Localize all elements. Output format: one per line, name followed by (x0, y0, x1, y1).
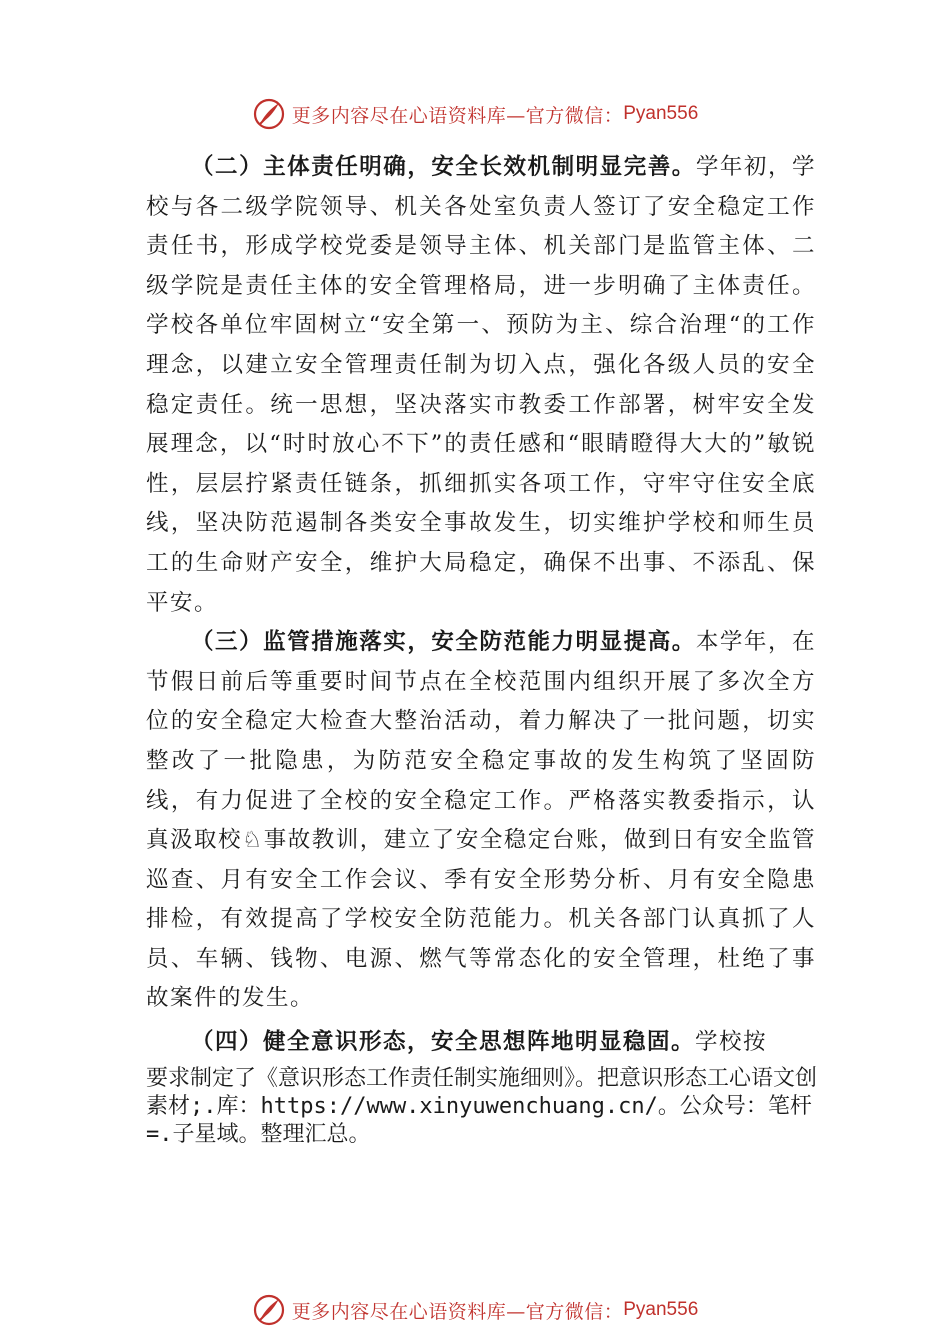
paragraph-4 (146, 1019, 816, 1065)
paragraph-text: 学校按 (695, 1029, 768, 1056)
paragraph-3 (146, 623, 816, 1019)
paragraph-heading: （三）监管措施落实，安全防范能力明显提高。 (191, 629, 696, 656)
header-banner (0, 94, 950, 134)
quill-seal-icon (252, 1293, 286, 1327)
paragraph-text: 本学年，在节假日前后等重要时间节点在全校范围内组织开展了多次全方位的安全稳定大检查大整治活动，着力解决了一批问题，切实整改了一批隐患，为防范安全稳定事故的发生构筑了坚固防线，有力促进了全校的安全稳定工作。严格落实教委指示，认真汲取校♘事故教训，建立了安全稳定台账，做到日有安全监管巡查、月有安全工作会议、季有安全形势分析、月有安全隐患排检，有效提高了学校安全防范能力。机关各部门认真抓了人员、车辆、钱物、电源、燃气等常态化的安全管理，杜绝了事故案件的发生。 (146, 629, 816, 1012)
paragraph-heading: （四）健全意识形态，安全思想阵地明显稳固。 (191, 1029, 696, 1056)
wechat-id: Pyan556 (623, 103, 699, 124)
banner-text: 更多内容尽在心语资料库—官方微信： (291, 104, 624, 127)
document-body (146, 148, 816, 1149)
paragraph-text: 学年初，学校与各二级学院领导、机关各处室负责人签订了安全稳定工作责任书，形成学校党委是领导主体、机关部门是监管主体、二级学院是责任主体的安全管理格局，进一步明确了主体责任。学校各单位牢固树立“安全第一、预防为主、综合治理“的工作理念，以建立安全管理责任制为切入点，强化各级人员的安全稳定责任。统一思想，坚决落实市教委工作部署，树牢安全发展理念，以“时时放心不下”的责任感和“眼睛瞪得大大的”敏锐性，层层拧紧责任链条，抓细抓实各项工作，守牢守住安全底线，坚决防范遏制各类安全事故发生，切实维护学校和师生员工的生命财产安全，维护大局稳定，确保不出事、不添乱、保平安。 (146, 154, 816, 616)
paragraph-2 (146, 148, 816, 623)
banner-text: 更多内容尽在心语资料库—官方微信： (291, 1300, 624, 1323)
quill-seal-icon (252, 97, 286, 131)
footer-banner (0, 1290, 950, 1330)
paragraph-heading: （二）主体责任明确，安全长效机制明显完善。 (191, 154, 696, 180)
source-note: 要求制定了《意识形态工作责任制实施细则》。把意识形态工心语文创素材;.库：https://www.xinyuwenchuang.cn/。公众号：笔杆=.子星域。整理汇总。 (146, 1066, 818, 1148)
wechat-id: Pyan556 (623, 1299, 699, 1320)
